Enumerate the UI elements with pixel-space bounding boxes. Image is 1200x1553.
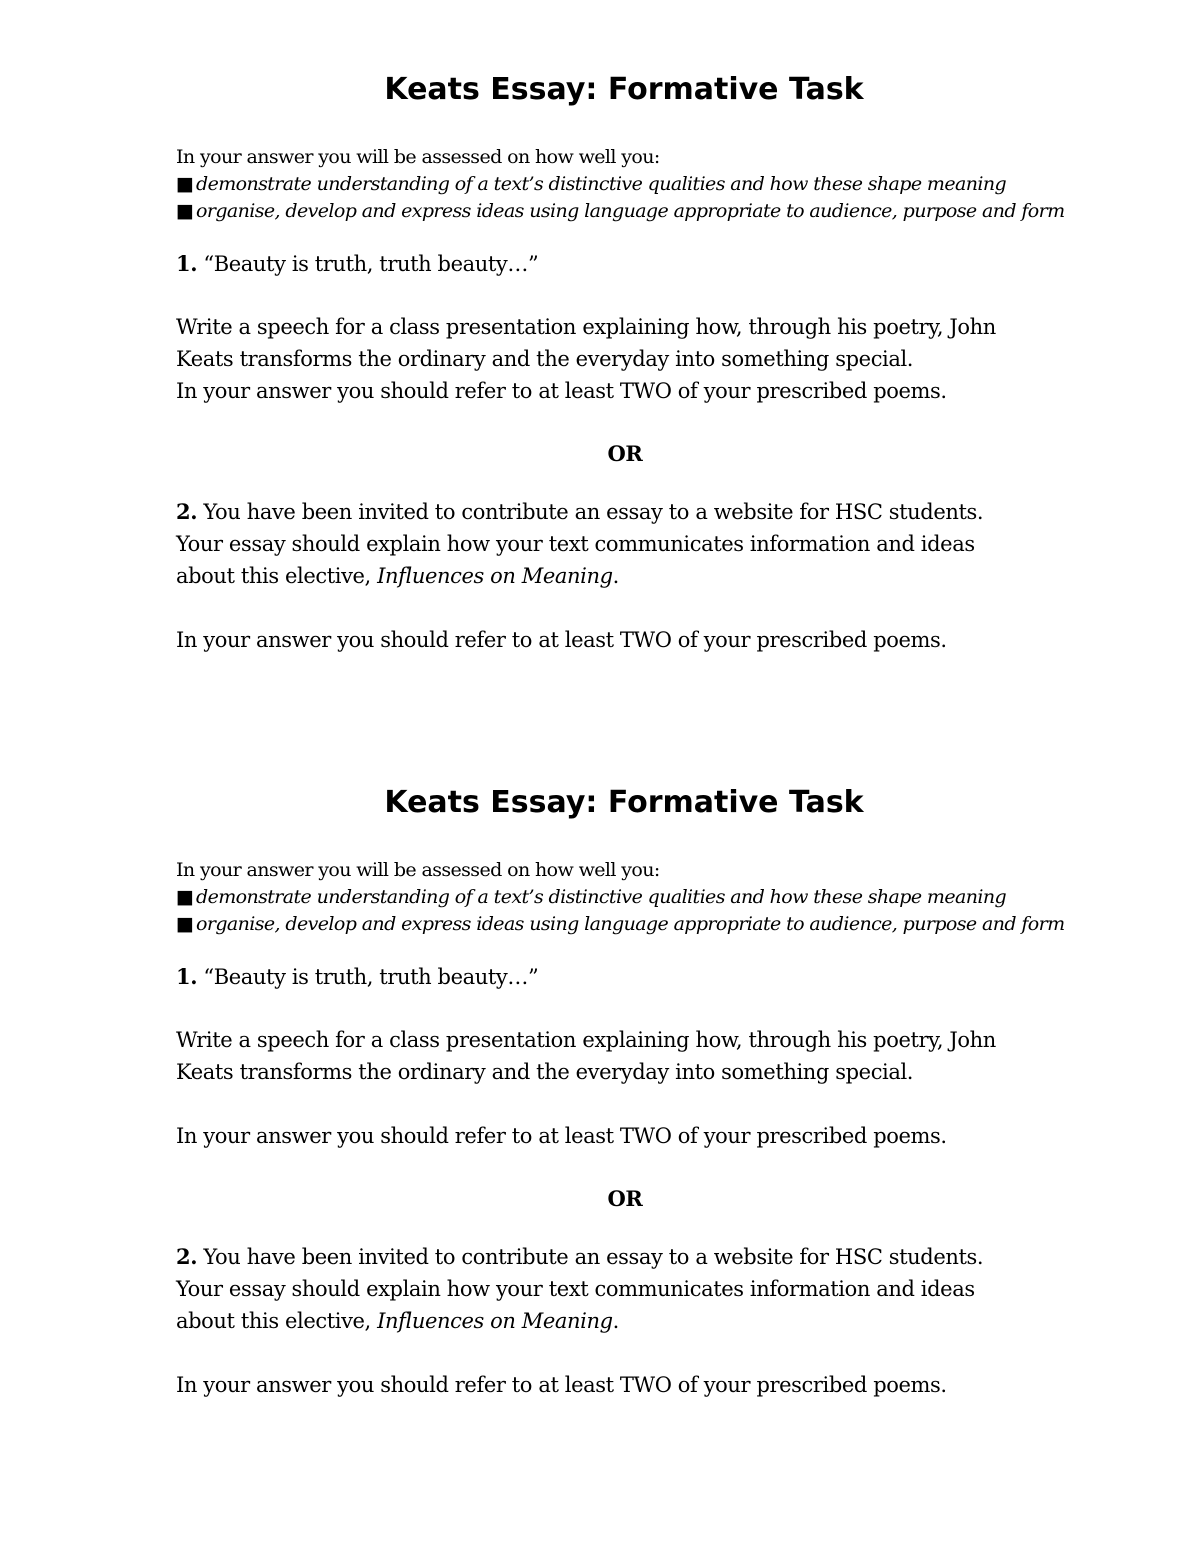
question-number: 2. [176, 499, 198, 524]
square-bullet-icon: ■ [176, 173, 194, 195]
question-text-line [176, 560, 1076, 592]
question-text: . [612, 1309, 619, 1333]
question-text-line [176, 1241, 1076, 1273]
or-separator: OR [607, 1186, 643, 1211]
question-text-line: Keats transforms the ordinary and the everyday into something special. [176, 347, 914, 371]
criteria-text: organise, develop and express ideas using language appropriate to audience, purpose and form [196, 200, 1065, 222]
square-bullet-icon: ■ [176, 200, 194, 222]
question-text: You have been invited to contribute an essay to a website for HSC students. [203, 500, 984, 524]
question-note: In your answer you should refer to at least TWO of your prescribed poems. [176, 1373, 947, 1397]
or-separator: OR [607, 441, 643, 466]
square-bullet-icon: ■ [176, 913, 194, 935]
question-2-body [176, 1241, 1076, 1337]
page-title: Keats Essay: Formative Task [384, 785, 864, 820]
criteria-item [176, 911, 1076, 938]
question-text-line: Write a speech for a class presentation explaining how, through his poetry, John [176, 315, 996, 339]
question-text: about this elective, [176, 564, 371, 588]
criteria-item [176, 171, 1076, 198]
criteria-item [176, 198, 1076, 225]
criteria-item [176, 884, 1076, 911]
question-text: . [612, 564, 619, 588]
criteria-text: organise, develop and express ideas using language appropriate to audience, purpose and form [196, 913, 1065, 935]
elective-name: Influences on Meaning [377, 564, 613, 588]
square-bullet-icon: ■ [176, 886, 194, 908]
criteria-text: demonstrate understanding of a text’s distinctive qualities and how these shape meaning [196, 886, 1007, 908]
question-text-line: Write a speech for a class presentation explaining how, through his poetry, John [176, 1028, 996, 1052]
criteria-intro: In your answer you will be assessed on how well you: [176, 146, 660, 168]
page-title: Keats Essay: Formative Task [384, 72, 864, 107]
question-1-heading [176, 248, 1076, 280]
question-1-body [176, 311, 1076, 407]
question-number: 1. [176, 964, 198, 989]
task-section-2 [176, 781, 1076, 1401]
question-quote: “Beauty is truth, truth beauty…” [203, 965, 539, 989]
question-1-body [176, 1024, 1076, 1152]
question-number: 2. [176, 1244, 198, 1269]
assessment-criteria [176, 144, 1076, 225]
blank-line [176, 1088, 1076, 1120]
question-number: 1. [176, 251, 198, 276]
question-text: about this elective, [176, 1309, 371, 1333]
question-text: You have been invited to contribute an essay to a website for HSC students. [203, 1245, 984, 1269]
assessment-criteria [176, 857, 1076, 938]
task-section-1 [176, 68, 1076, 656]
criteria-intro: In your answer you will be assessed on how well you: [176, 859, 660, 881]
question-text-line [176, 496, 1076, 528]
question-note: In your answer you should refer to at least TWO of your prescribed poems. [176, 379, 947, 403]
criteria-text: demonstrate understanding of a text’s distinctive qualities and how these shape meaning [196, 173, 1007, 195]
question-quote: “Beauty is truth, truth beauty…” [203, 252, 539, 276]
question-note: In your answer you should refer to at least TWO of your prescribed poems. [176, 628, 947, 652]
question-text-line [176, 1305, 1076, 1337]
question-note: In your answer you should refer to at least TWO of your prescribed poems. [176, 1124, 947, 1148]
question-2-body [176, 496, 1076, 592]
question-text-line: Your essay should explain how your text communicates information and ideas [176, 1277, 975, 1301]
question-text-line: Keats transforms the ordinary and the everyday into something special. [176, 1060, 914, 1084]
question-1-heading [176, 961, 1076, 993]
question-text-line: Your essay should explain how your text communicates information and ideas [176, 532, 975, 556]
elective-name: Influences on Meaning [377, 1309, 613, 1333]
